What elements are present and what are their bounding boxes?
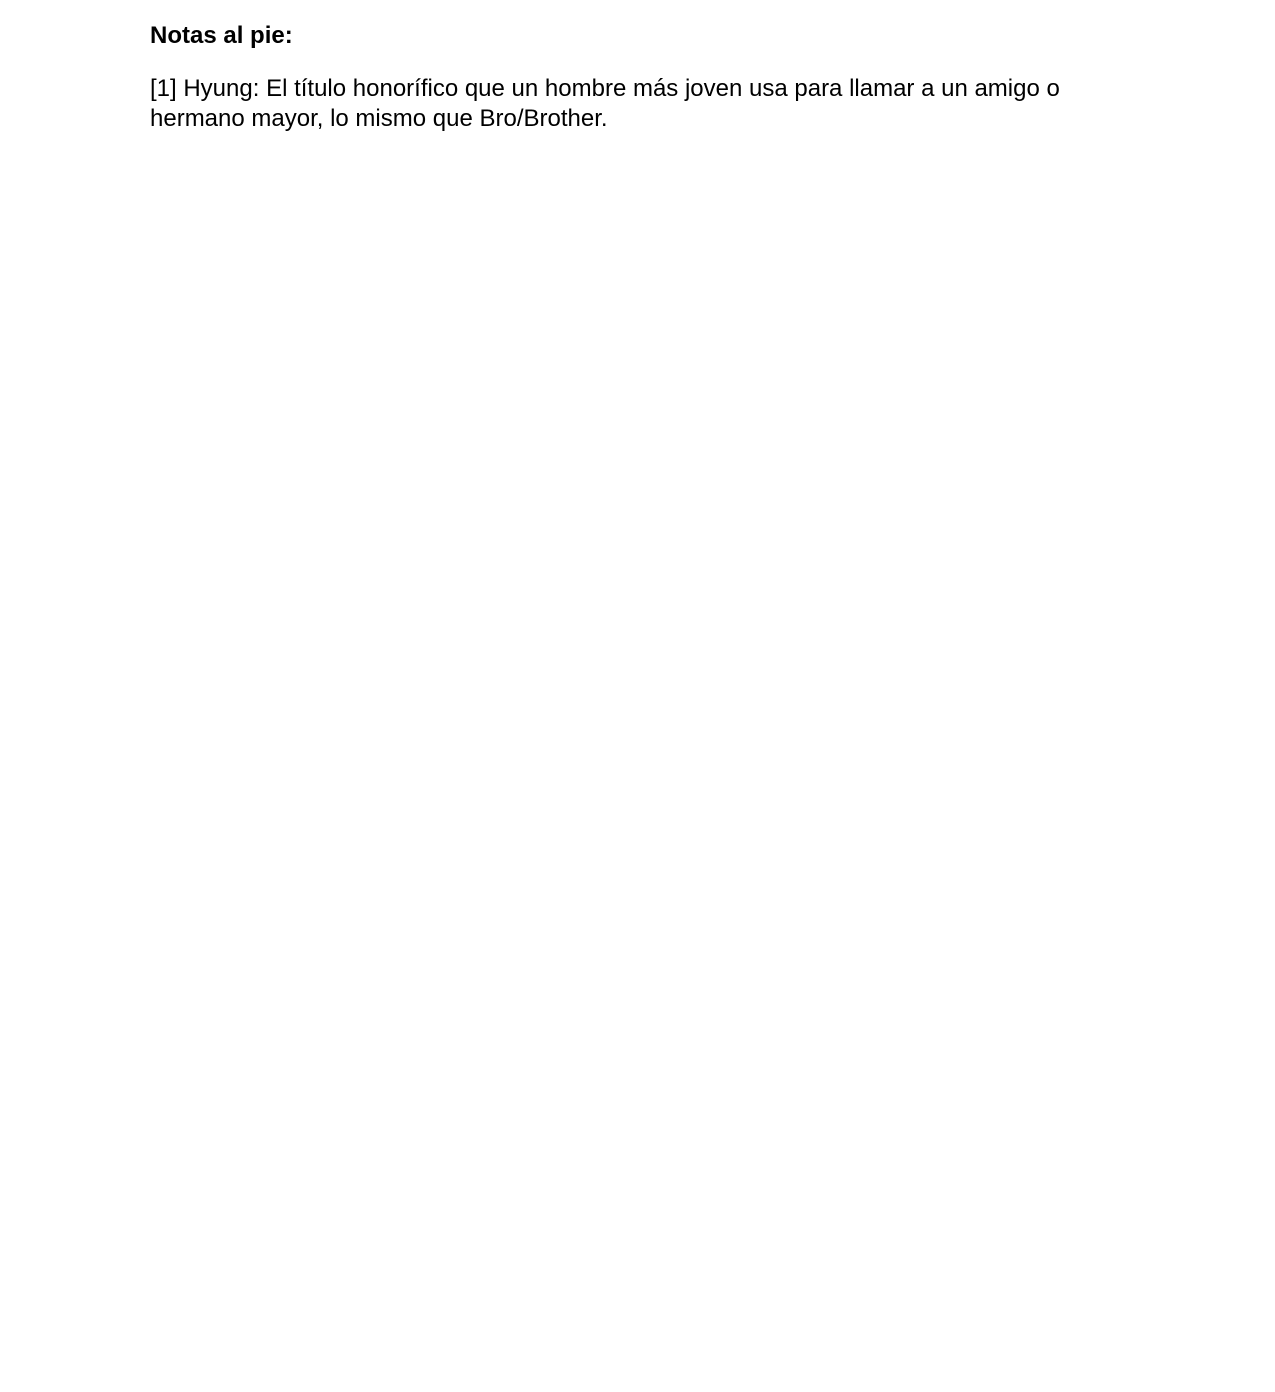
footnote-item: [1] Hyung: El título honorífico que un hombre más joven usa para llamar a un amigo o hermano mayor, lo mismo que Bro/Brother. xyxy=(150,75,1060,132)
footnotes-section xyxy=(150,18,1130,134)
footnotes-heading: Notas al pie: xyxy=(150,22,293,49)
